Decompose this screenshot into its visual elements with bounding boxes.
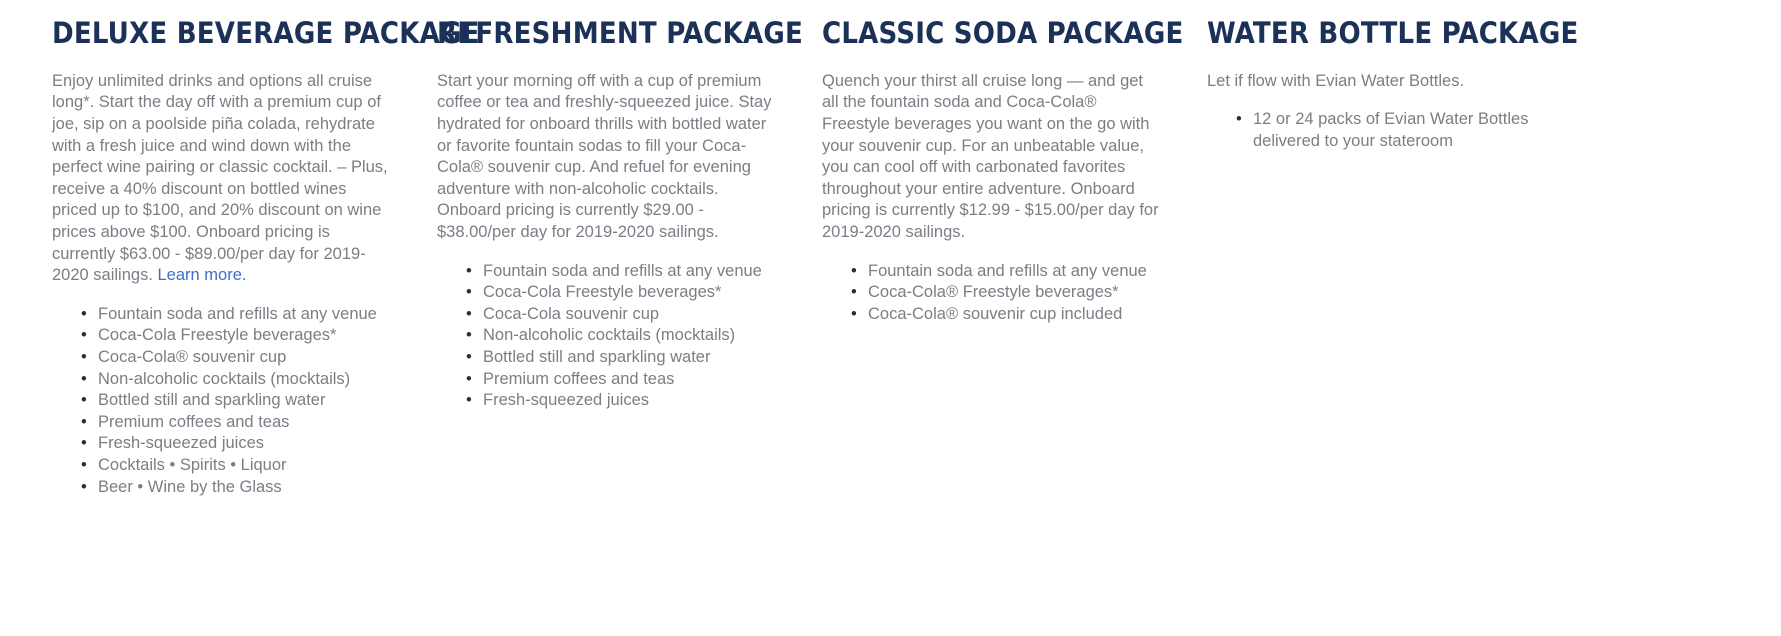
package-feature-list: [466, 261, 778, 412]
learn-more-link[interactable]: Learn more.: [157, 266, 247, 285]
list-item: • Coca-Cola® souvenir cup included: [851, 304, 1163, 326]
list-item: • Non-alcoholic cocktails (mocktails): [81, 369, 393, 391]
package-description: Let if flow with Evian Water Bottles.: [1207, 71, 1465, 90]
package-title: DELUXE BEVERAGE PACKAGE: [52, 16, 480, 50]
list-item: • Coca-Cola Freestyle beverages*: [466, 282, 778, 304]
list-item: • Cocktails • Spirits • Liquor: [81, 455, 393, 477]
list-item: • Beer • Wine by the Glass: [81, 477, 393, 499]
package-column-refreshment: [437, 16, 804, 498]
package-description-text: Enjoy unlimited drinks and options all cruise long*. Start the day off with a premium cup of joe, sip on a poolside piña colada, rehydrate with a fresh juice and wind down with the perfect wine pairing or classic cocktail. – Plus, receive a 40% discount on bottled wines priced up to $100, and 20% discount on wine prices above $100. Onboard pricing is currently $63.00 - $89.00/per day for 2019-2020 sailings.: [52, 71, 388, 285]
list-item: • Premium coffees and teas: [466, 369, 778, 391]
list-item: • Fountain soda and refills at any venue: [466, 261, 778, 283]
list-item: • Fresh-squeezed juices: [466, 390, 778, 412]
list-item: • Coca-Cola® souvenir cup: [81, 347, 393, 369]
package-feature-list: [81, 304, 393, 498]
list-item: • Non-alcoholic cocktails (mocktails): [466, 325, 778, 347]
package-feature-list: [1236, 109, 1548, 152]
package-description: Start your morning off with a cup of premium coffee or tea and freshly-squeezed juice. Stay hydrated for onboard thrills with bottled water or favorite fountain sodas to fill your Coca-Cola® souvenir cup. And refuel for evening adventure with non-alcoholic cocktails. Onboard pricing is currently $29.00 - $38.00/per day for 2019-2020 sailings.: [437, 71, 772, 242]
package-column-classic-soda: [822, 16, 1184, 498]
package-column-water-bottle: [1207, 16, 1579, 498]
list-item: • Fountain soda and refills at any venue: [81, 304, 393, 326]
list-item: • Bottled still and sparkling water: [466, 347, 778, 369]
list-item: • Coca-Cola souvenir cup: [466, 304, 778, 326]
list-item: • Fresh-squeezed juices: [81, 433, 393, 455]
package-title: REFRESHMENT PACKAGE: [437, 16, 804, 50]
package-column-deluxe: [52, 16, 480, 498]
package-description: [52, 71, 393, 287]
package-description: Quench your thirst all cruise long — and get all the fountain soda and Coca-Cola® Freestyle beverages you want on the go with your souvenir cup. For an unbeatable value, you can cool off with carbonated favorites throughout your entire adventure. Onboard pricing is currently $12.99 - $15.00/per day for 2019-2020 sailings.: [822, 71, 1159, 242]
list-item: • Coca-Cola® Freestyle beverages*: [851, 282, 1163, 304]
package-title: CLASSIC SODA PACKAGE: [822, 16, 1184, 50]
package-feature-list: [851, 261, 1163, 326]
list-item: • 12 or 24 packs of Evian Water Bottles delivered to your stateroom: [1236, 109, 1548, 152]
list-item: • Fountain soda and refills at any venue: [851, 261, 1163, 283]
package-title: WATER BOTTLE PACKAGE: [1207, 16, 1579, 50]
list-item: • Coca-Cola Freestyle beverages*: [81, 325, 393, 347]
list-item: • Bottled still and sparkling water: [81, 390, 393, 412]
list-item: • Premium coffees and teas: [81, 412, 393, 434]
